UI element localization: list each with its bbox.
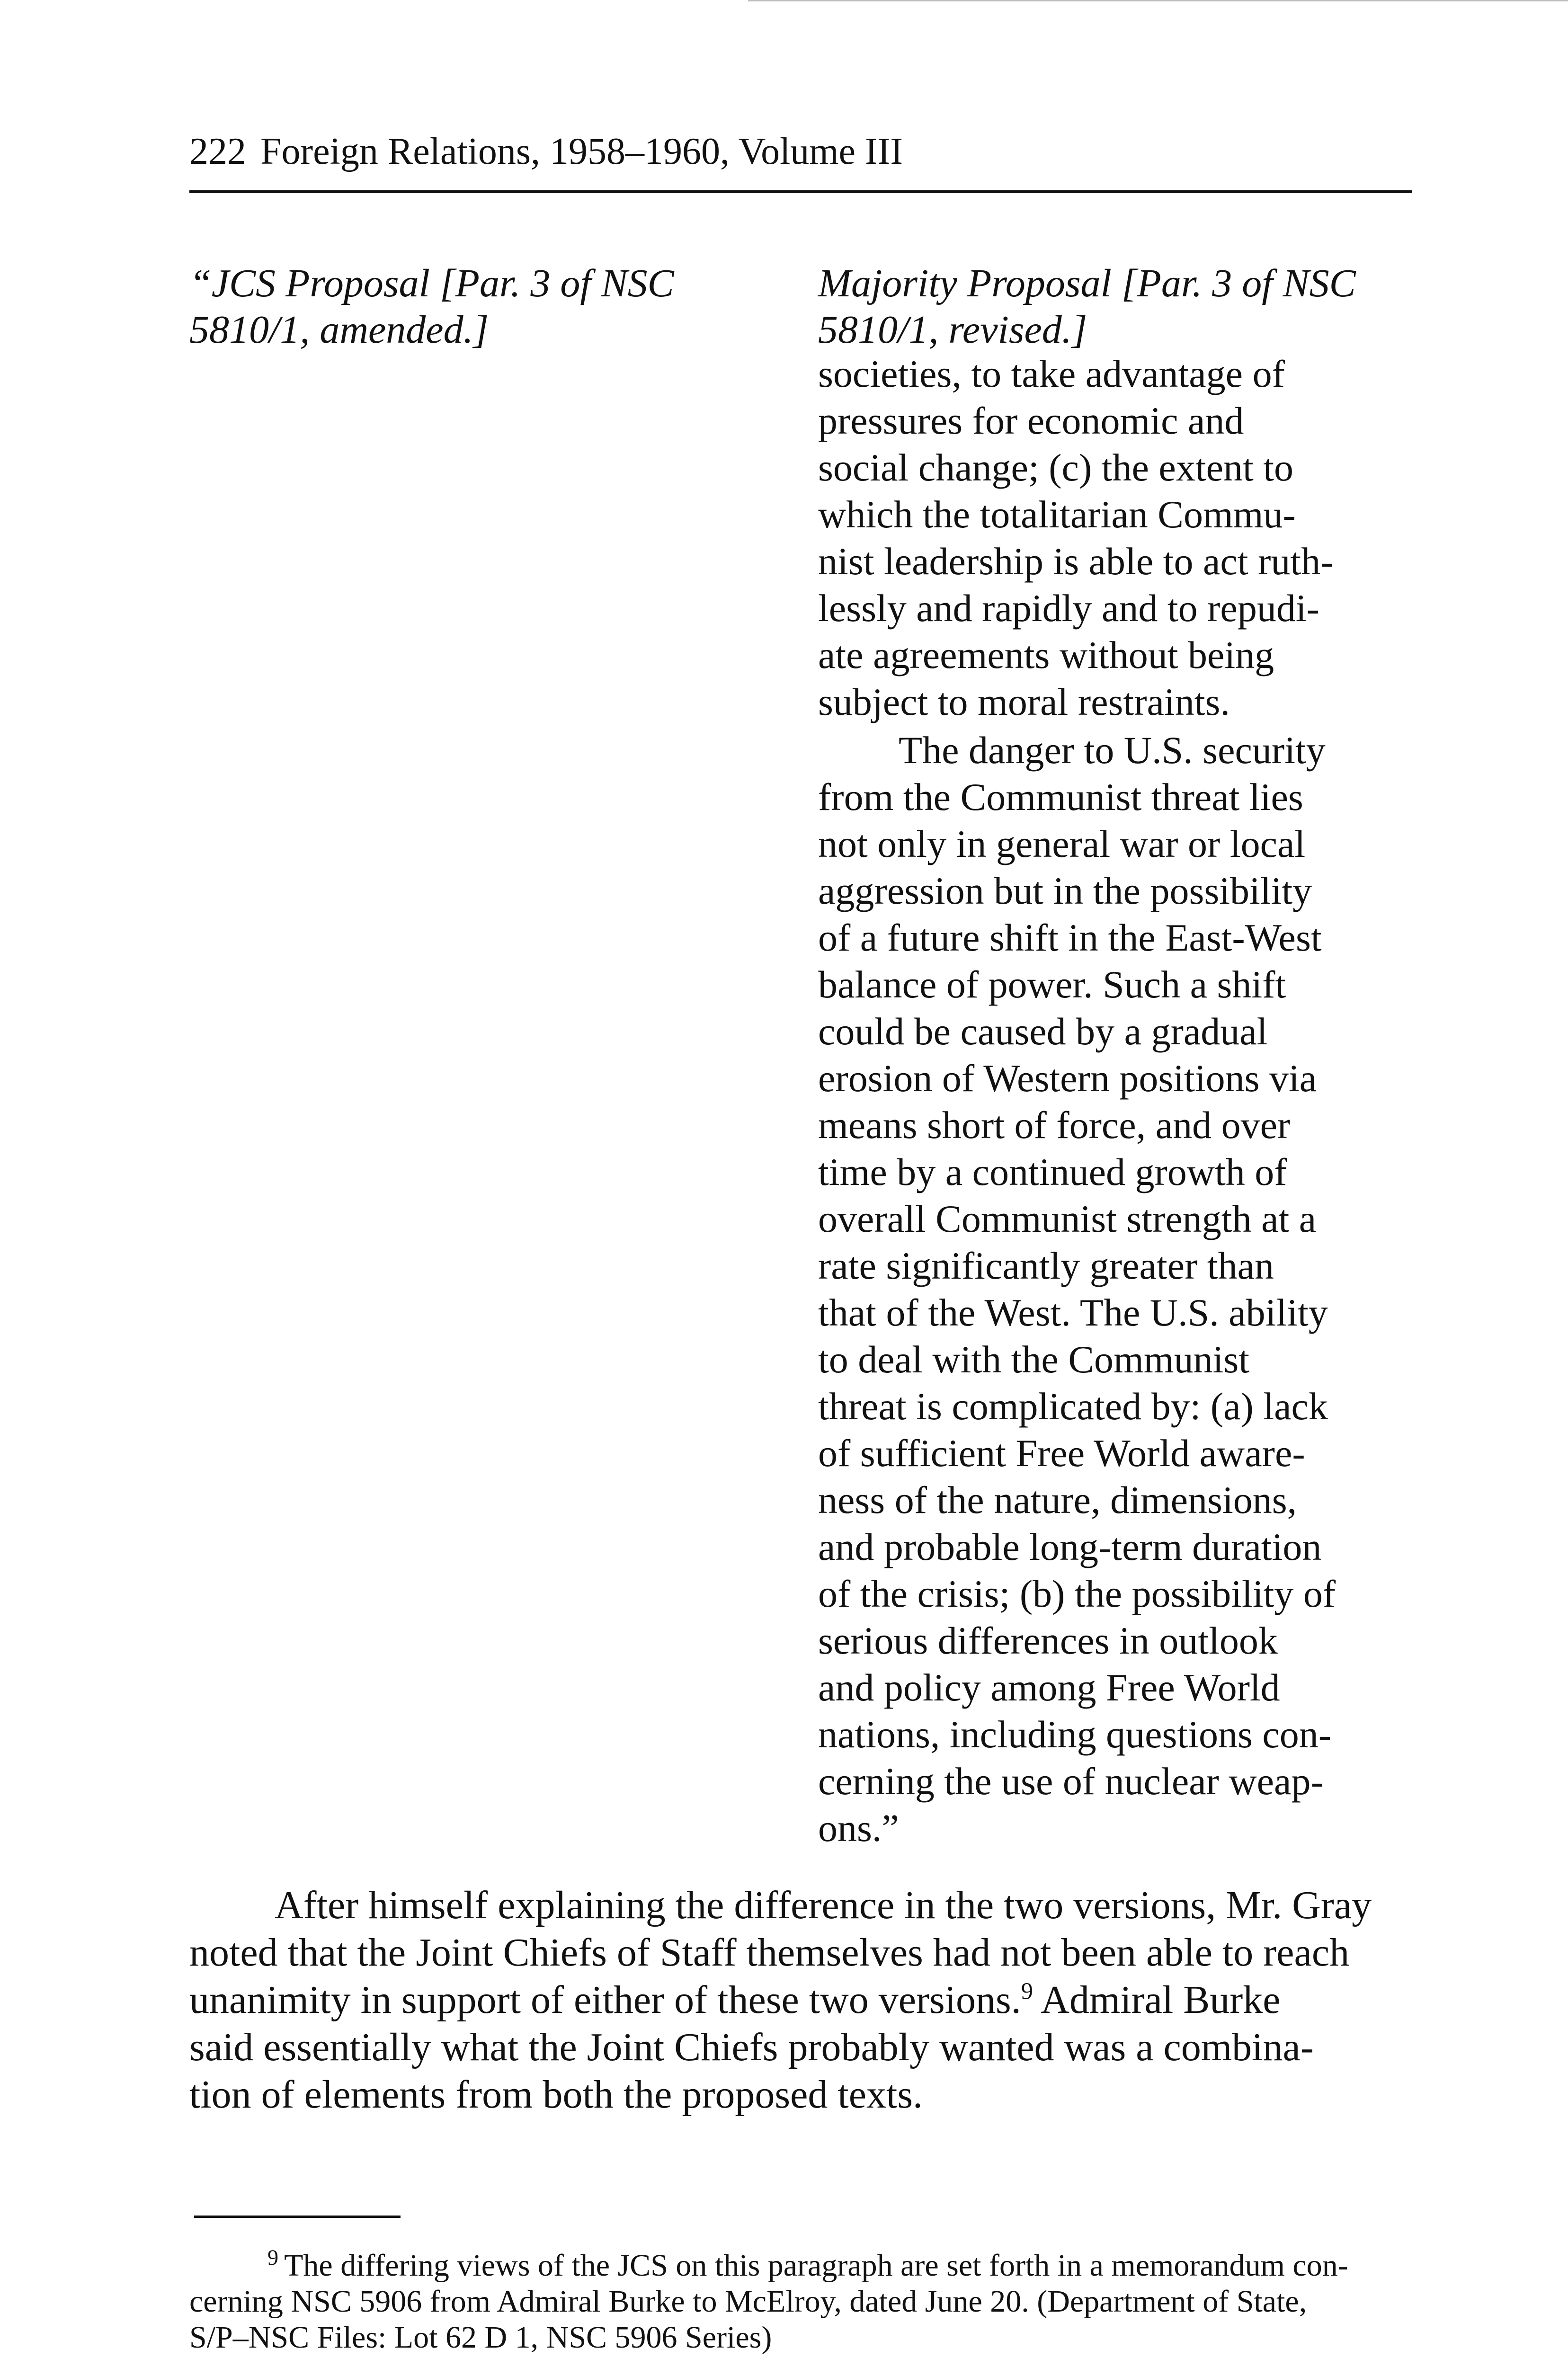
majority-proposal-paragraph-2 (818, 727, 1410, 1851)
text-line: of the crisis; (b) the possibility of (818, 1572, 1336, 1615)
text-line: nist leadership is able to act ruth- (818, 540, 1334, 583)
text-line: aggression but in the possibility (818, 869, 1312, 912)
text-line: ness of the nature, dimensions, (818, 1478, 1297, 1522)
text-line: nations, including questions con- (818, 1713, 1332, 1756)
text-line: time by a continued growth of (818, 1150, 1287, 1193)
text-line: erosion of Western positions via (818, 1057, 1317, 1100)
text-line: from the Communist threat lies (818, 775, 1303, 819)
text-line: could be caused by a gradual (818, 1010, 1268, 1053)
text-segment: unanimity in support of either of these two versions. (189, 1978, 1021, 2022)
text-line: means short of force, and over (818, 1103, 1291, 1147)
text-line: cerning the use of nuclear weap- (818, 1760, 1324, 1803)
scan-edge-rule (748, 0, 1568, 1)
text-line: ons.” (818, 1806, 899, 1850)
text-line: serious differences in outlook (818, 1619, 1278, 1662)
text-line: and probable long-term duration (818, 1525, 1322, 1568)
header-rule (189, 190, 1412, 193)
text-line: lessly and rapidly and to repudi- (818, 587, 1319, 630)
text-line: tion of elements from both the proposed texts. (189, 2073, 923, 2117)
text-line: ate agreements without being (818, 633, 1274, 676)
text-line: subject to moral restraints. (818, 680, 1230, 723)
majority-proposal-paragraph-1 (818, 350, 1410, 725)
text-line (189, 2245, 1420, 2284)
text-line: noted that the Joint Chiefs of Staff themselves had not been able to reach (189, 1931, 1350, 1975)
text-line: overall Communist strength at a (818, 1197, 1317, 1240)
text-line: that of the West. The U.S. ability (818, 1291, 1328, 1334)
text-line: After himself explaining the difference in the two versions, Mr. Gray (275, 1883, 1372, 1927)
text-line: of sufficient Free World aware- (818, 1432, 1305, 1475)
text-line: S/P–NSC Files: Lot 62 D 1, NSC 5906 Series) (189, 2320, 772, 2355)
text-line: and policy among Free World (818, 1666, 1280, 1709)
footnote-reference[interactable]: 9 (1021, 1978, 1033, 2004)
jcs-proposal-label: “JCS Proposal [Par. 3 of NSC 5810/1, amended.] (189, 261, 674, 352)
text-line: rate significantly greater than (818, 1244, 1274, 1287)
text-line (189, 1976, 1420, 2024)
text-line: to deal with the Communist (818, 1338, 1250, 1381)
text-line: cerning NSC 5906 from Admiral Burke to McElroy, dated June 20. (Department of State, (189, 2284, 1307, 2319)
body-paragraph (189, 1882, 1420, 2118)
footnote (189, 2245, 1420, 2356)
text-line: threat is complicated by: (a) lack (818, 1385, 1328, 1428)
footnote-rule (194, 2216, 401, 2218)
text-line: The danger to U.S. security (899, 729, 1326, 772)
page-number: 222 (189, 131, 246, 172)
majority-proposal-label: Majority Proposal [Par. 3 of NSC 5810/1, revised.] (818, 261, 1356, 352)
text-line: not only in general war or local (818, 822, 1306, 865)
text-line: balance of power. Such a shift (818, 963, 1286, 1006)
text-line: societies, to take advantage of (818, 352, 1285, 395)
text-segment: The differing views of the JCS on this paragraph are set forth in a memorandum con- (284, 2248, 1348, 2283)
text-segment: Admiral Burke (1033, 1978, 1281, 2022)
text-line: social change; (c) the extent to (818, 446, 1294, 489)
text-line: of a future shift in the East-West (818, 916, 1322, 959)
text-line: pressures for economic and (818, 399, 1244, 442)
volume-title: Foreign Relations, 1958–1960, Volume III (260, 131, 903, 172)
text-line: said essentially what the Joint Chiefs probably wanted was a combina- (189, 2025, 1314, 2069)
running-header (189, 133, 903, 170)
footnote-marker: 9 (267, 2245, 279, 2269)
text-line: which the totalitarian Commu- (818, 493, 1296, 536)
